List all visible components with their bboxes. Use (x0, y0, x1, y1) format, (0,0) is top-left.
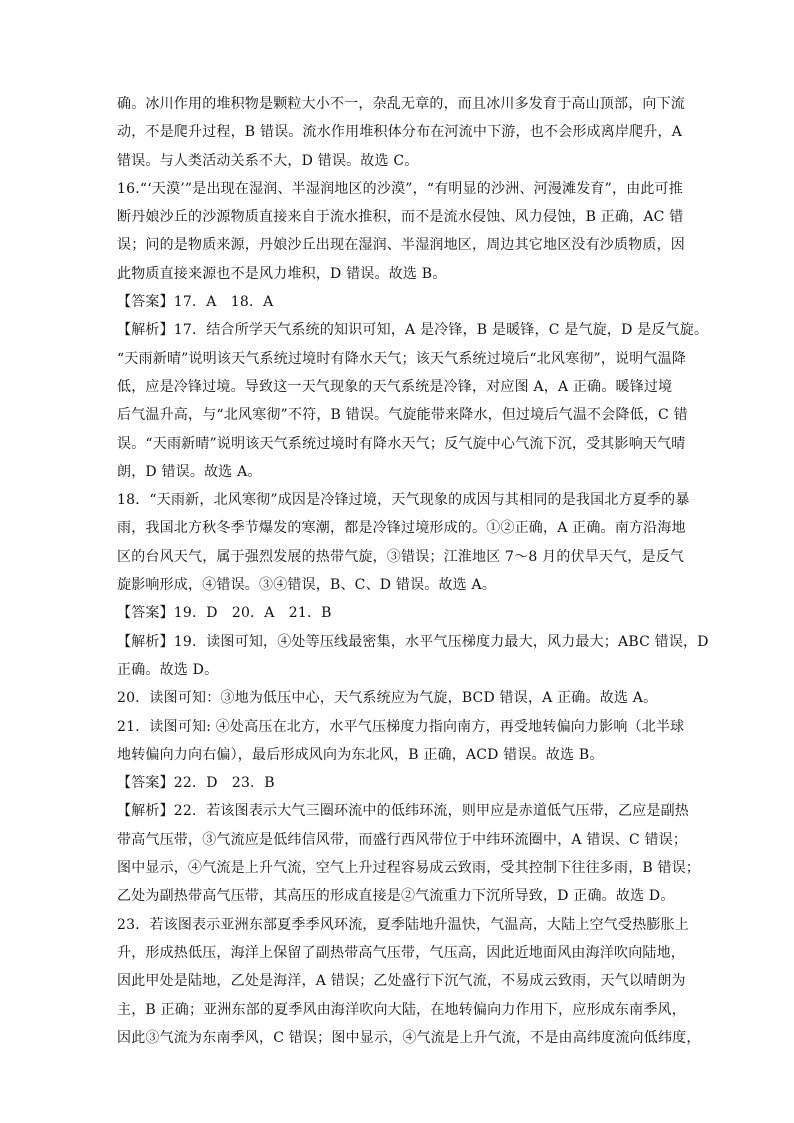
text-line: 断丹娘沙丘的沙源物质直接来自于流水推积，而不是流水侵蚀、风力侵蚀，B 正确，AC 错 (117, 209, 684, 226)
answer-line: 【答案】17．A 18．A (117, 294, 274, 311)
text-line: “天雨新晴”说明该天气系统过境时有降水天气；该天气系统过境后“北风寒彻”，说明气温降 (117, 350, 687, 367)
text-line: 升，形成热低压，海洋上保留了副热带高气压带，气压高，因此近地面风由海洋吹向陆地， (117, 944, 685, 961)
text-line: 误；问的是物质来源，丹娘沙丘出现在湿润、半湿润地区，周边其它地区没有沙质物质，因 (117, 237, 685, 254)
text-line: 18．“天雨新，北风寒彻”成因是冷锋过境，天气现象的成因与其相同的是我国北方夏季的暴 (117, 492, 690, 509)
text-line: 后气温升高，与“北风寒彻”不符，B 错误。气旋能带来降水，但过境后气温不会降低，C 错 (117, 407, 688, 424)
text-line: 低，应是冷锋过境。导致这一天气现象的天气系统是冷锋，对应图 A，A 正确。暖锋过境 (117, 378, 673, 395)
text-line: 误。“天雨新晴”说明该天气系统过境时有降水天气；反气旋中心气流下沉，受其影响天气晴 (117, 435, 686, 452)
text-line: 23．若该图表示亚洲东部夏季季风环流，夏季陆地升温快，气温高，大陆上空气受热膨胀上 (117, 916, 690, 933)
text-line: 21．读图可知: ④处高压在北方，水平气压梯度力指向南方，再受地转偏向力影响（北半球 (117, 718, 685, 735)
text-line: 乙处为副热带高气压带，其高压的形成直接是②气流重力下沉所导致，D 正确。故选 D。 (117, 888, 675, 905)
text-line: 朗，D 错误。故选 A。 (117, 463, 262, 480)
answer-explanation-text (117, 90, 709, 1052)
text-line: 动，不是爬升过程，B 错误。流水作用堆积体分布在河流中下游，也不会形成离岸爬升，A (117, 124, 683, 141)
text-line: 因此③气流为东南季风，C 错误；图中显示，④气流是上升气流，不是由高纬度流向低纬度， (117, 1029, 701, 1046)
text-line: 因此甲处是陆地，乙处是海洋，A 错误；乙处盛行下沉气流，不易成云致雨，天气以晴朗为 (117, 973, 686, 990)
text-line: 旋影响形成，④错误。③④错误，B、C、D 错误。故选 A。 (117, 577, 497, 594)
text-line: 带高气压带，③气流应是低纬信风带，而盛行西风带位于中纬环流圈中，A 错误、C 错误； (117, 831, 688, 848)
text-line: 区的台风天气，属于强烈发展的热带气旋，③错误；江淮地区 7～8 月的伏旱天气，是反气 (117, 548, 685, 565)
text-line: 地转偏向力向右偏），最后形成风向为东北风，B 正确，ACD 错误。故选 B。 (117, 746, 604, 763)
text-line: 正确。故选 D。 (117, 661, 219, 678)
analysis-line: 【解析】19．读图可知，④处等压线最密集，水平气压梯度力最大，风力最大；ABC 错误，D (117, 633, 709, 650)
text-line: 雨，我国北方秋冬季节爆发的寒潮，都是冷锋过境形成的。①②正确，A 正确。南方沿海地 (117, 520, 686, 537)
text-line: 此物质直接来源也不是风力堆积，D 错误。故选 B。 (117, 265, 447, 282)
answer-line: 【答案】19．D 20．A 21．B (117, 605, 332, 622)
text-line: 错误。与人类活动关系不大，D 错误。故选 C。 (117, 152, 419, 169)
answer-line: 【答案】22．D 23．B (117, 775, 275, 792)
text-line: 图中显示，④气流是上升气流，空气上升过程容易成云致雨，受其控制下往往多雨，B 错误； (117, 860, 701, 877)
analysis-line: 【解析】17．结合所学天气系统的知识可知，A 是冷锋，B 是暖锋，C 是气旋，D 是反气旋。 (117, 322, 709, 339)
text-line: 16.“‘天漠’”是出现在湿润、半湿润地区的沙漠”，“有明显的沙洲、河漫滩发育”，由此可推 (117, 180, 683, 197)
text-line: 主，B 正确；亚洲东部的夏季风由海洋吹向大陆，在地转偏向力作用下，应形成东南季风， (117, 1001, 686, 1018)
analysis-line: 【解析】22．若该图表示大气三圈环流中的低纬环流，则甲应是赤道低气压带，乙应是副热 (117, 803, 690, 820)
text-line: 确。冰川作用的堆积物是颗粒大小不一，杂乱无章的，而且冰川多发育于高山顶部，向下流 (117, 96, 685, 112)
text-line: 20．读图可知：③地为低压中心，天气系统应为气旋，BCD 错误，A 正确。故选 A。 (117, 690, 658, 707)
